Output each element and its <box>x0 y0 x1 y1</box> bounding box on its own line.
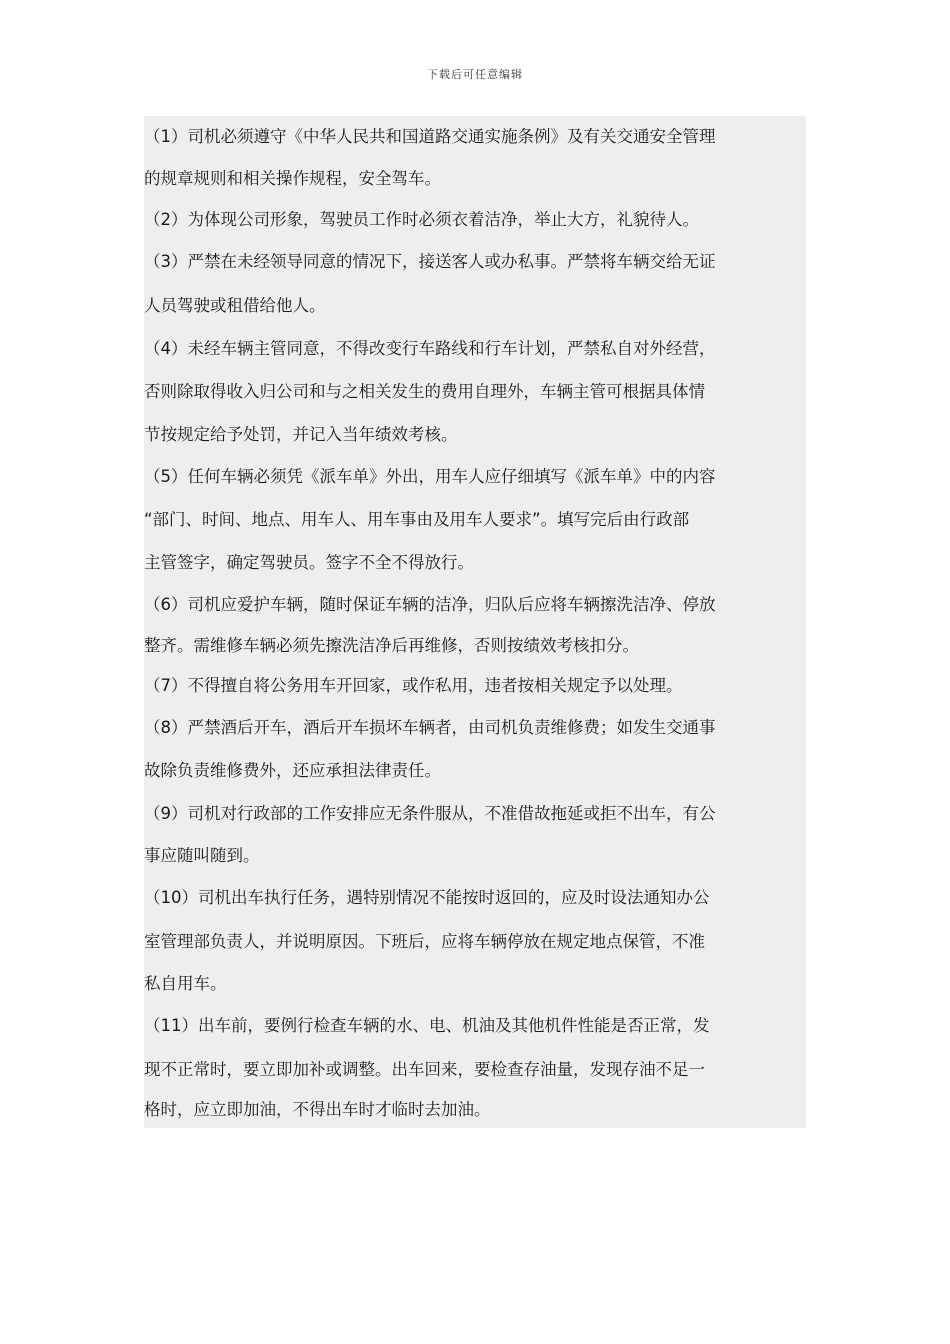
body-line: （5）任何车辆必须凭《派车单》外出，用车人应仔细填写《派车单》中的内容 <box>144 467 716 486</box>
body-line: （2）为体现公司形象，驾驶员工作时必须衣着洁净，举止大方，礼貌待人。 <box>144 210 699 229</box>
body-line: 主管签字，确定驾驶员。签字不全不得放行。 <box>144 553 474 572</box>
body-line: 的规章规则和相关操作规程，安全驾车。 <box>144 169 441 188</box>
body-line: （9）司机对行政部的工作安排应无条件服从，不准借故拖延或拒不出车，有公 <box>144 804 716 823</box>
body-line: 室管理部负责人，并说明原因。下班后，应将车辆停放在规定地点保管，不准 <box>144 932 705 951</box>
body-line: （11）出车前，要例行检查车辆的水、电、机油及其他机件性能是否正常，发 <box>144 1016 710 1035</box>
body-line: 节按规定给予处罚，并记入当年绩效考核。 <box>144 425 458 444</box>
rules-body <box>144 116 806 1128</box>
body-line: 现不正常时，要立即加补或调整。出车回来，要检查存油量，发现存油不足一 <box>144 1060 705 1079</box>
body-line: （6）司机应爱护车辆，随时保证车辆的洁净，归队后应将车辆擦洗洁净、停放 <box>144 595 716 614</box>
body-line: 整齐。需维修车辆必须先擦洗洁净后再维修，否则按绩效考核扣分。 <box>144 636 639 655</box>
body-line: 事应随叫随到。 <box>144 846 260 865</box>
body-line: 私自用车。 <box>144 974 227 993</box>
body-line: （7）不得擅自将公务用车开回家，或作私用，违者按相关规定予以处理。 <box>144 676 683 695</box>
body-line: 格时，应立即加油，不得出车时才临时去加油。 <box>144 1100 491 1119</box>
body-line: 人员驾驶或租借给他人。 <box>144 296 326 315</box>
body-line: （8）严禁酒后开车，酒后开车损坏车辆者，由司机负责维修费；如发生交通事 <box>144 718 716 737</box>
body-line: （1）司机必须遵守《中华人民共和国道路交通实施条例》及有关交通安全管理 <box>144 127 716 146</box>
body-line: “部门、时间、地点、用车人、用车事由及用车人要求”。填写完后由行政部 <box>144 510 690 529</box>
body-line: 否则除取得收入归公司和与之相关发生的费用自理外，车辆主管可根据具体情 <box>144 382 705 401</box>
body-line: 故除负责维修费外，还应承担法律责任。 <box>144 761 441 780</box>
page-header: 下载后可任意编辑 <box>427 68 523 81</box>
body-line: （10）司机出车执行任务，遇特别情况不能按时返回的，应及时设法通知办公 <box>144 888 710 907</box>
body-line: （4）未经车辆主管同意，不得改变行车路线和行车计划，严禁私自对外经营， <box>144 339 716 358</box>
body-line: （3）严禁在未经领导同意的情况下，接送客人或办私事。严禁将车辆交给无证 <box>144 252 716 271</box>
